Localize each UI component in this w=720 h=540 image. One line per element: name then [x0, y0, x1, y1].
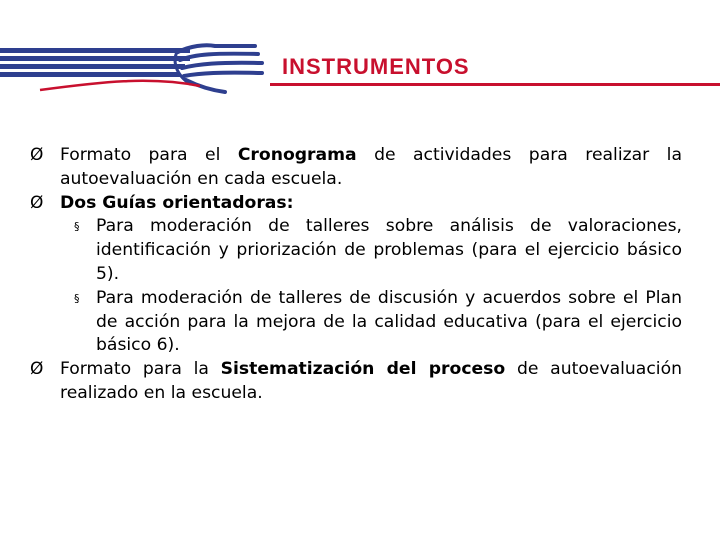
title-divider — [270, 83, 720, 86]
square-bullet-icon: § — [74, 291, 80, 305]
text-run: de actividades para realizar la autoevaluación en cada escuela. — [60, 145, 682, 189]
bullet-item-guias — [30, 192, 682, 359]
logo-stripe — [0, 48, 190, 53]
square-bullet-icon: § — [74, 220, 80, 234]
logo-hand — [184, 73, 262, 76]
arrow-bullet-icon: Ø — [30, 192, 44, 213]
text-run: Formato para la — [60, 359, 221, 380]
text-run: Formato para el — [60, 145, 238, 165]
logo-hand — [180, 54, 258, 60]
sub-bullet-item-analisis — [60, 215, 682, 286]
sub-bullet-item-plan-accion — [60, 287, 682, 358]
bold-text-run: Cronograma — [237, 145, 357, 165]
sub-bullet-list — [60, 215, 682, 358]
bullet-text — [60, 192, 682, 216]
text-run: de autoevaluación realizado en la escuela. — [60, 359, 682, 403]
arrow-bullet-icon: Ø — [30, 359, 44, 380]
logo-stripe — [0, 56, 190, 61]
sub-bullet-text: Para moderación de talleres de discusión y acuerdos sobre el Plan de acción para la mejora de la calidad educativa (para el ejercicio básico 6). — [96, 287, 682, 356]
logo-hand — [186, 80, 225, 92]
bullet-list — [30, 144, 682, 406]
slide-header — [0, 0, 720, 100]
hand-lines-logo-icon — [0, 40, 270, 100]
logo-stripe — [0, 72, 180, 77]
logo-hand — [182, 63, 262, 68]
sub-bullet-text: Para moderación de talleres sobre análisis de valoraciones, identificación y priorización de problemas (para el ejercicio básico 5). — [96, 216, 682, 284]
logo-arc — [40, 81, 200, 90]
bold-text-run: Dos Guías orientadoras: — [60, 192, 294, 213]
logo-stripe — [0, 64, 185, 69]
bold-text-run: Sistematización del proceso — [220, 359, 506, 380]
page-title: INSTRUMENTOS — [282, 54, 470, 79]
bullet-list-container — [30, 144, 682, 406]
bullet-item-sistematizacion — [30, 358, 682, 406]
bullet-text — [60, 144, 682, 192]
arrow-bullet-icon: Ø — [30, 145, 44, 165]
bullet-text — [60, 358, 682, 406]
bullet-item-cronograma — [30, 144, 682, 192]
